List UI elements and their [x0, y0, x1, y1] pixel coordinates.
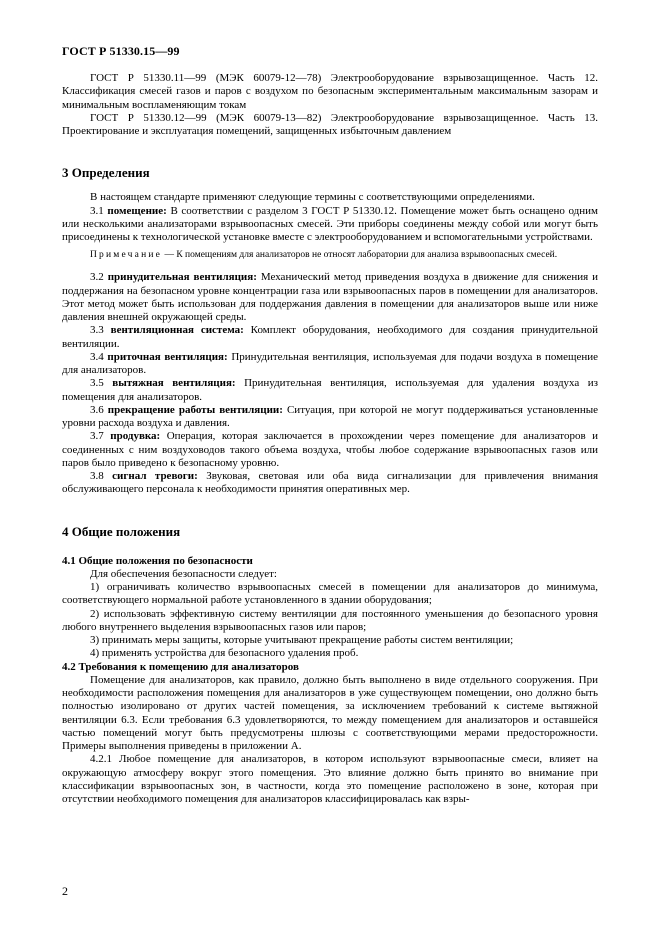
definition-term: сигнал тревоги:	[112, 470, 198, 482]
note-label: Примечание	[90, 250, 163, 261]
page-content	[62, 72, 598, 806]
definition-number: 3.6	[90, 403, 104, 416]
definition-3-2	[62, 271, 598, 324]
definition-3-7	[62, 430, 598, 470]
definition-text: В соответствии с разделом 3 ГОСТ Р 51330.12. Помещение может быть оснащено одним или несколькими анализаторами взрывоопасных смесей. Эти приборы соединены между собой или могут быть присоединены к технологической установке вместе с электрооборудованием и вспомогательными устройствами.	[62, 204, 598, 243]
definition-number: 3.3	[90, 324, 104, 337]
paragraph: 4.2.1 Любое помещение для анализаторов, в котором используют взрывоопасные смеси, влияет на окружающую атмосферу вокруг этого помещения. Это влияние должно быть принято во внимание при классификации взрывоопасных зон, в частности, когда это помещение расположено в зоне, которая при отсутствии необходимого помещения для анализаторов классифицировалась как взры-	[62, 753, 598, 805]
section-3-intro: В настоящем стандарте применяют следующие термины с соответствующими определениями.	[90, 191, 535, 204]
definition-term: принудительная вентиляция:	[107, 271, 257, 284]
note	[62, 249, 598, 261]
definition-3-6	[62, 404, 598, 431]
definition-3-5	[62, 377, 598, 404]
page-header-title: ГОСТ Р 51330.15—99	[62, 44, 180, 58]
definition-number: 3.8	[90, 470, 104, 482]
list-item: 2) использовать эффективную систему вентиляции для постоянного уменьшения до безопасного уровня любого внутреннего выделения взрывоопасных газов или паров;	[62, 607, 598, 633]
subsection-4-1-lead: Для обеспечения безопасности следует:	[90, 567, 277, 580]
list-item: 4) применять устройства для безопасного удаления проб.	[90, 647, 359, 660]
definition-term: помещение:	[107, 204, 167, 217]
definition-3-3	[62, 324, 598, 351]
subsection-4-2-heading: 4.2 Требования к помещению для анализаторов	[62, 660, 299, 673]
normative-reference: ГОСТ Р 51330.12—99 (МЭК 60079-13—82) Электрооборудование взрывозащищенное. Часть 13. Проектирование и эксплуатация помещений, защищенных избыточным давлением	[62, 111, 598, 137]
list-item: 3) принимать меры защиты, которые учитывают прекращение работы систем вентиляции;	[90, 634, 514, 646]
definition-text: Ситуация, при которой не могут поддерживаться установленные уровни расхода воздуха и давления.	[62, 403, 599, 429]
definition-term: продувка:	[110, 430, 161, 443]
definition-number: 3.7	[90, 430, 104, 443]
note-text: — К помещениям для анализаторов не относят лаборатории для анализа взрывоопасных смесей.	[164, 250, 558, 261]
definition-3-4	[62, 351, 598, 378]
definition-text: Принудительная вентиляция, используемая для подачи воздуха в помещение для анализаторов.	[62, 350, 598, 376]
definition-text: Комплект оборудования, необходимого для создания принудительной вентиляции.	[62, 324, 599, 350]
normative-reference: ГОСТ Р 51330.11—99 (МЭК 60079-12—78) Электрооборудование взрывозащищенное. Часть 12. Классификация смесей газов и паров с воздухом по безопасным экспериментальным максимальным зазорам и минимальным воспламеняющим токам	[62, 72, 598, 111]
definition-text: Операция, которая заключается в прохождении через помещение для анализаторов и соединенных с ним воздуховодов такого объема воздуха, чтобы любое содержание взрывоопасных газов или паров было приведено к безопасному уровню.	[62, 430, 599, 469]
subsection-4-1-heading: 4.1 Общие положения по безопасности	[62, 554, 253, 567]
definition-3-1	[62, 205, 598, 245]
definition-number: 3.2	[90, 271, 104, 284]
paragraph: Помещение для анализаторов, как правило, должно быть выполнено в виде отдельного сооружения. При необходимости расположения помещения для анализаторов в уже существующем помещении, оно должно быть полностью изолировано от других частей помещения, за исключением требований к системе вытяжной вентиляции 6.3. Если требования 6.3 удовлетворяются, то между помещением для анализаторов и оставшейся частью помещений могут быть предусмотрены шлюзы с соответствующими мерами предосторожности. Примеры выполнения приведены в приложении А.	[62, 673, 598, 752]
definition-term: вытяжная вентиляция:	[112, 377, 236, 390]
list-item: 1) ограничивать количество взрывоопасных смесей в помещении для анализаторов до минимума, соответствующего нормальной работе установленного в здании оборудования;	[62, 581, 598, 607]
definition-text: Механический метод приведения воздуха в движение для снижения и поддержания на безопасном уровне концентрации газа или взрывоопасных паров в помещении для анализаторов. Этот метод может быть использован для поддержания давления в помещении для анализаторов выше или ниже давления внешней окружающей среды.	[62, 271, 599, 323]
definition-3-8	[62, 470, 598, 497]
definition-term: вентиляционная система:	[110, 324, 244, 337]
definition-term: прекращение работы вентиляции:	[107, 403, 283, 416]
definition-text: Принудительная вентиляция, используемая для удаления воздуха из помещения для анализаторов.	[62, 377, 599, 403]
section-4-heading: 4 Общие положения	[62, 523, 181, 539]
definition-term: приточная вентиляция:	[107, 350, 228, 363]
definition-text: Звуковая, световая или оба вида сигнализации для привлечения внимания обслуживающего персонала к необходимости принятия оперативных мер.	[62, 470, 599, 496]
section-3-heading: 3 Определения	[62, 165, 150, 181]
definition-number: 3.5	[90, 377, 104, 390]
definition-number: 3.1	[90, 204, 104, 217]
definition-number: 3.4	[90, 350, 104, 363]
page-number: 2	[62, 884, 68, 898]
